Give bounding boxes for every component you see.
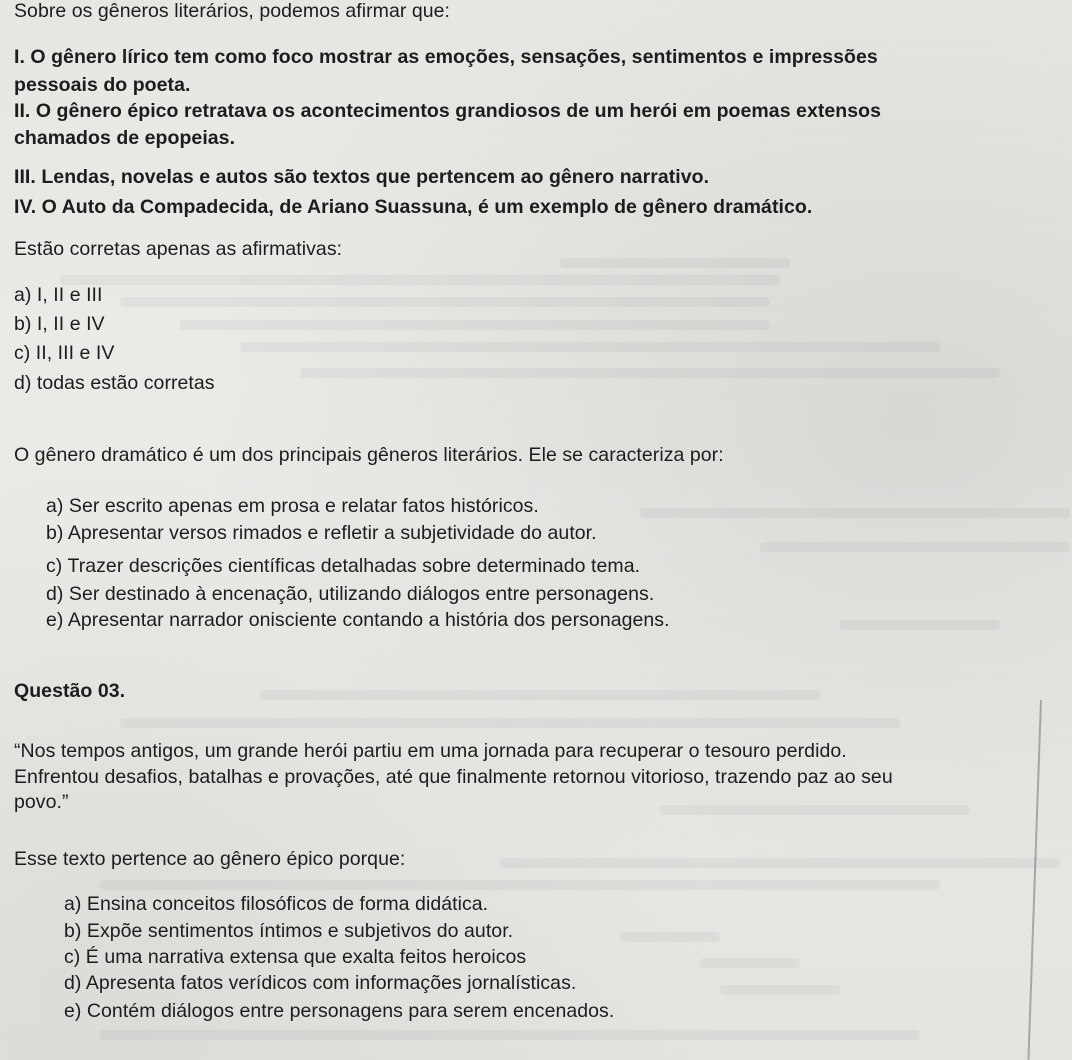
q3-quote-line-3: povo.” [14,791,69,813]
q3-option-e: e) Contém diálogos entre personagens para serem encenados. [64,1000,615,1022]
q2-option-b: b) Apresentar versos rimados e refletir a subjetividade do autor. [46,522,597,544]
q1-statement-3: III. Lendas, novelas e autos são textos que pertencem ao gênero narrativo. [14,166,710,188]
q1-option-b: b) I, II e IV [14,313,105,335]
q1-option-c: c) II, III e IV [14,342,115,364]
q3-quote-line-2: Enfrentou desafios, batalhas e provações, até que finalmente retornou vitorioso, trazendo paz ao seu [14,766,893,788]
q3-option-b: b) Expõe sentimentos íntimos e subjetivos do autor. [64,920,514,942]
q2-option-a: a) Ser escrito apenas em prosa e relatar fatos históricos. [46,495,539,517]
q1-statement-2: II. O gênero épico retratava os acontecimentos grandiosos de um herói em poemas extensos [14,100,881,122]
q3-title: Questão 03. [14,680,126,702]
q1-option-d: d) todas estão corretas [14,372,215,394]
q3-prompt: Esse texto pertence ao gênero épico porque: [14,848,406,870]
q3-option-a: a) Ensina conceitos filosóficos de forma didática. [64,893,489,915]
q1-prompt: Estão corretas apenas as afirmativas: [14,238,343,260]
q1-statement-1: I. O gênero lírico tem como foco mostrar as emoções, sensações, sentimentos e impressões [14,46,878,68]
q2-option-d: d) Ser destinado à encenação, utilizando diálogos entre personagens. [46,583,655,605]
q2-prompt: O gênero dramático é um dos principais gêneros literários. Ele se caracteriza por: [14,444,724,466]
page-edge-shadow [1027,700,1042,1060]
q1-option-a: a) I, II e III [14,284,103,306]
q3-option-c: c) É uma narrativa extensa que exalta feitos heroicos [64,946,527,968]
q2-option-c: c) Trazer descrições científicas detalhadas sobre determinado tema. [46,555,641,577]
q1-statement-4: IV. O Auto da Compadecida, de Ariano Suassuna, é um exemplo de gênero dramático. [14,196,813,218]
q1-intro: Sobre os gêneros literários, podemos afirmar que: [14,0,451,22]
q2-option-e: e) Apresentar narrador onisciente contando a história dos personagens. [46,609,670,631]
q1-statement-1-cont: pessoais do poeta. [14,74,191,96]
q3-quote-line-1: “Nos tempos antigos, um grande herói partiu em uma jornada para recuperar o tesouro perdido. [14,740,847,762]
q3-option-d: d) Apresenta fatos verídicos com informações jornalísticas. [64,972,577,994]
q1-statement-2-cont: chamados de epopeias. [14,127,236,149]
